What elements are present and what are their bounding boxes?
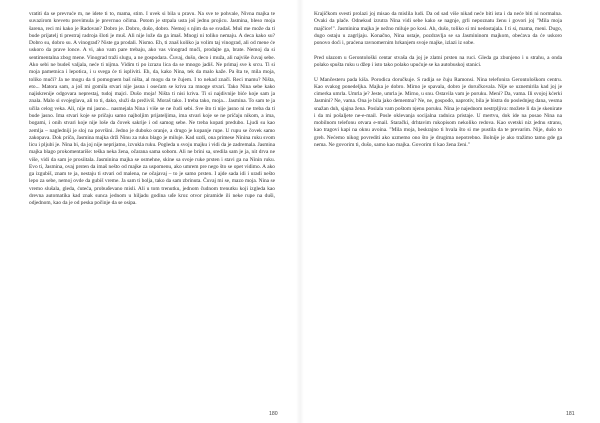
- right-page: [300, 0, 600, 423]
- left-page-number: 180: [269, 411, 278, 417]
- right-page-text: [314, 11, 562, 401]
- left-page-text: [29, 11, 275, 401]
- right-paragraph: Krajičkom svesti prolazi joj misao da mislila ludi. Da od sad više nikad neće biti ista i da neće biti ni normalna. Ovaki da plače. Odnekud izrutra Nina vidi sebe kako se nagnje, grli nepoznatu ženu i govori joj "Mila moja majčice!". Jasminina majka je nežno miluje po kosi. Ah, dušo, toliko si mi nedostajala. I ti si, mama, meni. Dugo, dugo ostaju u zagrljaju. Konačno, Nina ustaje, pozdravlja se sa Jasmininom majkom, obećava da će uskoro ponovo doći i, praćena ravnomernim hrkanjem svoje majke, izlazi iz sobe.: [314, 11, 562, 47]
- right-paragraph: U Mančesteru pada kiša. Porodica doručkuje. S radija se čuju Ramonsi. Nina telefonira Gerontološkom centru. Kao svakog ponedeljka. Majka je dobro. Mirno je spavala, dobro je doručkovala. Nije se uznemirila kad joj je cimerka umrla. Umrla je? Jeste, umrla je. Mirno, u snu. Ostavila vam je poruku. Meni? Da, vama. Ili svojoj kćerki Jasmini? Ne, vama. Ona je bila jako dementna? Ne, ne, gospođo, naprotiv, bila je bistra do poslednjeg dana, vesma snažan duh, sjajna žena. Poslala vam poštom njenu poruku. Nina je najednom nestrpljiva: možete li da je skenirate i da mi pošaljete ne-e-mail. Posle oklevanja socijalna radnica pristaje. U mertvu, dok ide na posao Nina na mobilnom telefonu otvara e-mail. Starački, drhtavim rukopisom nekoliko redova. Kao svetski niz jednu stranu, kao tragovi kapi na oknu avoina. "Mila moja, beskrajno ti hvala što si me pustila da te prevarim. Nije, dušo to greh. Nećemo nikog povrediti ako uzmemo ono što je drugima nepotrebno. Bolnije je ako tražimo tamo gde ga nema. Ne govorim ti, dušo, samo kao majka. Govorim ti kao žena ženi.": [314, 76, 562, 149]
- right-page-number: 181: [566, 411, 575, 417]
- left-paragraph: vratiti da se prevruće m, ne idete ti to, mama, stim. I uvek si bila u pravu. Na sve te pohvale, Nivna majka te suvazirom krevetu previmula je prevrnuo očima. Potom je strpala usta još jednu projicu. Jasmina, bleso moja šarena, reci mi kako je Radovan? Dobro je. Dobro, dušo, dobro. Nemoj s njim da se svađaš. Muš me može da ti bude prijatelj ti prestraj radroja šloti je muš. Ali nije lože da ga imaš. Mnogi ni toliko nemaju. A deca kako su? Dobro su, dobro su. A vinograd? Niste ga prodali. Nismo. Eh, ti znaš koliko ja volim taj vinograd, ali od mene će uskoro da prave lonce. A vi, ako vam pare trebaju, ako vas vinograd muči, prodajte ga, brate. Nemoj da si sentimentalna zbog mene. Vinograd traži slugu, a ne gospodara. Čuvaj, dušo, deco i muža, ali najviše čuvaj sebe. Ako sebi ne budeš valjala, neće ti nijma. Vidim ti po izrazu lica da se mnogo jadiš. Ne primaj sve k srcu. Ti si moja pametnica i lepotica, i u svega će ti ispliviti. Eh, da, kako Nina, tek da malo kaže. Pa šta te, mila moja, toliko muči? Ja ne mogu da ti pomognem baš ništa, al mogu da te čujem. I to nekad znači. Reci mamu? Ništa, eto... Matora sam, a još mi gomila stvari nije jasna i osećam se kriva za mnoge stvari. Tako Nina sebe kako najiskrenije odgovara neprestaj, tudoj majci. Dušo moja! Ništa ti nisi kriva. Ti si najdivnije biće koje sam ja znala. Malo si svojeglava, ali to ti, dako, služi da preživiš. Moraš tako. I treba tako, moja... Jasmina. To sam te ja učila celog veka. Ali, nije mi jasno... nasmejala Nina i više se ne čudi sebi. Sve što ti nije jasno ni ne treba da ti bude jasno. Ima stvari koje se pričaju samo najboljim prijateljima, ima stvari koje se ne pričaju nikom, a ima, bogami, i onih stvari koje nije loše da čovek sakrije i od samog sebe. Ne treba kopati predubo. Ljudi su kao zemlja – nagledniji je sloj na površini. Jedno je duboko oranje, a drugo je kopanje rupe. U rupu se čovek samo zakopava. Dok priča, Jasmina majka drži Ninu za ruku blago je miluje. Kad uzdi, ona primese Ninina ruku svom licu i pljubi je. Nina bi, da joj nije neprijatno, izvukla ruku. Pogleda u svoju majku i vidi da je zadremala. Jasmina majka blago prokomentariše: teška neka žena, očarana sama sobom. Ali ne brini sa, sredila sam je ja, nit drva ne više, vidi da sam je prosiitala. Jasminina majka se osmehne, skine sa svoje ruke prsten i stavi ga na Ninin ruku. Evo ti, Jasmina, ovaj prsten da imaš nešto od majke za uspomenu, ako umrem pre nego što se opet vidimo. A ako ga izgubiš, znam te ja, nestaju ti stvari od malena, ne očajavaj – to je samo prsten. I ajde sada idi i uradi nešto lepo za sebe, nemoj ovde da gubiš vreme. Ja sam ti bolja, tako da sam zbrinuta. Čuvaj mi se, mazo moja. Nina se vremo slušala, gleda, ćuteća, probuđevano misli. Ali u tom trenutku, jednom čudnom trenutku koji izgleda kao drevna automatika kad znak sunca jednom u hiljadu godina uđe kroz otvor piramide ili neke rupe na duši, odjednom, kao da je od peska počinje da se osipa.: [29, 11, 275, 207]
- right-paragraph: Pred ulazom u Gerontološki centar stvaša da joj je zlatni prsten na ruci. Gleda ga zbunjeno i u strahu, a onda polako spušta ruku u džep i isto tako polako upućuje se ka autobuskoj stanici.: [314, 54, 562, 68]
